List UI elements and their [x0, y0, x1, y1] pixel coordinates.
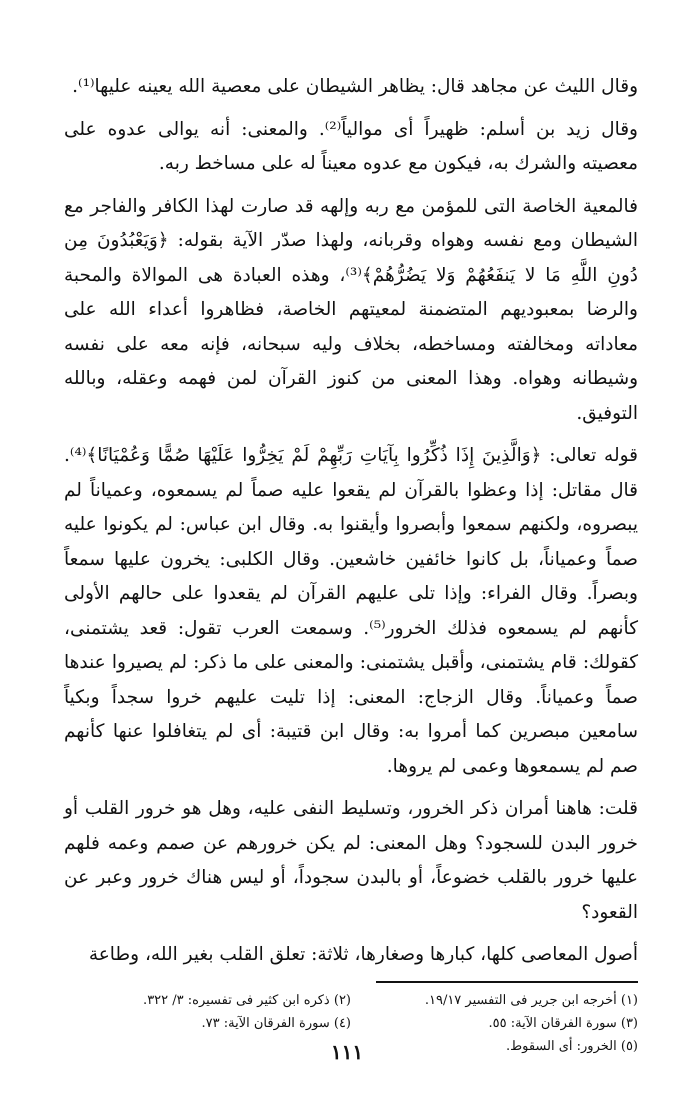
footnote-4: (٤) سورة الفرقان الآية: ٧٣.: [201, 1015, 351, 1031]
paragraph-maiyya: فالمعية الخاصة التى للمؤمن مع ربه وإلهه قد صارت لهذا الكافر والفاجر مع الشيطان ومع نفسه وهواه وقربانه، ولهذا صدّر الآية بقوله: ﴿وَيَعْبُدُونَ مِن دُونِ اللَّهِ مَا لا يَنفَعُهُمْ وَلا يَضُرُّهُمْ﴾⁽³⁾، وهذه العبادة هى الموالاة والمحبة والرضا بمعبوديهم المتضمنة لمعيتهم الخاصة، فظاهروا أعداء الله على معاداته ومخالفته ومساخطه، بخلاف وليه سبحانه، فإنه معه على نفسه وشيطانه وهواه. وهذا المعنى من كنوز القرآن لمن فهمه وعقله، وبالله التوفيق.: [64, 195, 638, 424]
footnote-2: (٢) ذكره ابن كثير فى تفسيره: ٣/ ٣٢٢.: [143, 992, 351, 1008]
paragraph-zayd: وقال زيد بن أسلم: ظهيراً أى موالياً⁽²⁾. والمعنى: أنه يوالى عدوه على معصيته والشرك به، فيكون مع عدوه معيناً له على مساخط ربه.: [64, 118, 638, 174]
footnote-divider: [376, 981, 638, 983]
paragraph-qultu: قلت: هاهنا أمران ذكر الخرور، وتسليط النفى عليه، وهل هو خرور القلب أو خرور البدن للسجود؟ وهل المعنى: لم يكن خرورهم عن صمم وعمه فلهم عليها خرور بالقلب خضوعاً، أو بالبدن سجوداً، أو ليس هناك خرور وعبر عن القعود؟: [64, 798, 638, 923]
page-number: ١١١: [330, 1040, 364, 1064]
footnote-row: [64, 989, 638, 1012]
paragraph-usul-maasi: أصول المعاصى كلها، كبارها وصغارها، ثلاثة: تعلق القلب بغير الله، وطاعة: [88, 944, 638, 965]
footnote-3: (٣) سورة الفرقان الآية: ٥٥.: [488, 1015, 638, 1031]
paragraph-verse-commentary: قوله تعالى: ﴿وَالَّذِينَ إِذَا ذُكِّرُوا بِآيَاتِ رَبِّهِمْ لَمْ يَخِرُّوا عَلَيْهَا صُمًّا وَعُمْيَانًا﴾⁽⁴⁾. قال مقاتل: إذا وعظوا بالقرآن لم يقعوا عليه صماً لم يسمعوه، وعمياناً لم يبصروه، ولكنهم سمعوا وأبصروا وأيقنوا به. وقال ابن عباس: لم يكونوا عليه صماً وعمياناً، بل كانوا خائفين خاشعين. وقال الكلبى: يخرون عليها سمعاً وبصراً. وقال الفراء: وإذا تلى عليهم القرآن لم يقعدوا على حالهم الأولى كأنهم لم يسمعوه فذلك الخرور⁽⁵⁾. وسمعت العرب تقول: قعد يشتمنى، كقولك: قام يشتمنى، وأقبل يشتمنى: والمعنى على ما ذكر: لم يصيروا عندها صماً وعمياناً. وقال الزجاج: المعنى: إذا تليت عليهم خروا سجداً وبكياً سامعين مبصرين كما أمروا به: وقال ابن قتيبة: أى لم يتغافلوا عنها كأنهم صم لم يسمعوها وعمى لم يروها.: [64, 445, 639, 777]
paragraph-mujahid: وقال الليث عن مجاهد قال: يظاهر الشيطان على معصية الله يعينه عليها⁽¹⁾.: [72, 76, 638, 97]
footnote-row: [64, 1012, 638, 1035]
footnote-1: (١) أخرجه ابن جرير فى التفسير ١٩/١٧.: [424, 992, 638, 1008]
footnote-5: (٥) الخرور: أى السقوط.: [505, 1038, 638, 1054]
